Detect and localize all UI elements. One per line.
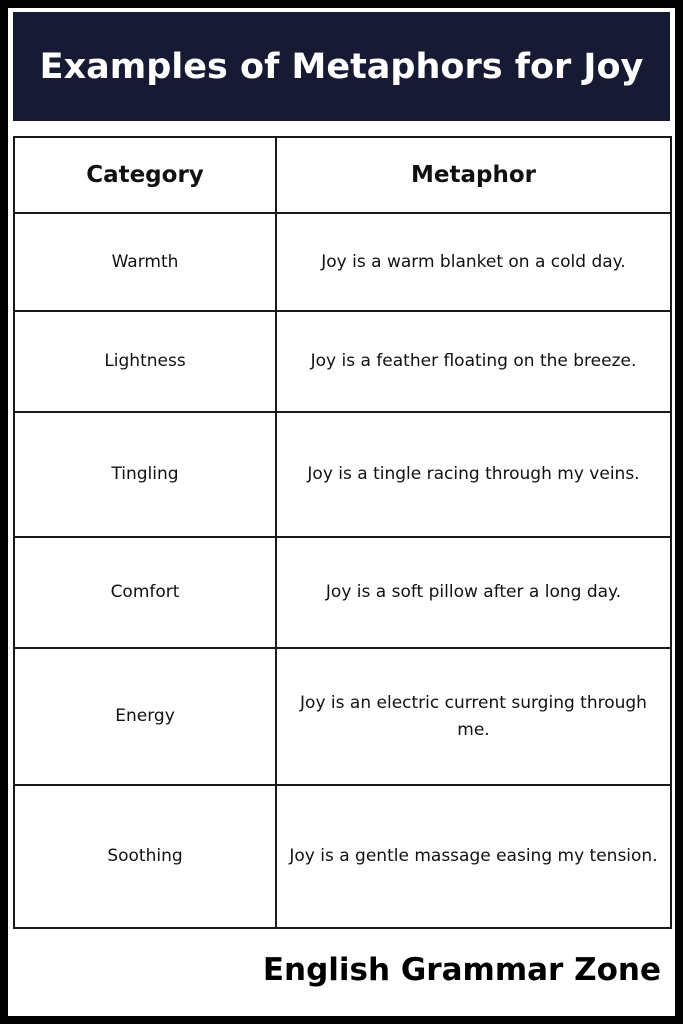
title-banner [13,12,670,121]
category-cell: Soothing [14,785,276,928]
metaphor-table [13,136,672,929]
metaphor-table-container [13,136,670,929]
metaphor-cell: Joy is a tingle racing through my veins. [276,412,671,537]
table-row [14,785,671,928]
footer-brand: English Grammar Zone [262,952,661,988]
category-cell: Lightness [14,311,276,412]
page-title: Examples of Metaphors for Joy [39,46,644,87]
metaphor-cell: Joy is an electric current surging through me. [276,648,671,785]
table-row [14,213,671,311]
table-row [14,412,671,537]
category-cell: Tingling [14,412,276,537]
metaphor-cell: Joy is a soft pillow after a long day. [276,537,671,648]
metaphor-cell: Joy is a feather floating on the breeze. [276,311,671,412]
table-header-row [14,137,671,213]
category-cell: Warmth [14,213,276,311]
table-row [14,311,671,412]
header-metaphor: Metaphor [276,137,671,213]
table-row [14,648,671,785]
metaphor-cell: Joy is a warm blanket on a cold day. [276,213,671,311]
table-row [14,537,671,648]
category-cell: Comfort [14,537,276,648]
category-cell: Energy [14,648,276,785]
header-category: Category [14,137,276,213]
metaphor-cell: Joy is a gentle massage easing my tension. [276,785,671,928]
page-frame [8,8,675,1016]
